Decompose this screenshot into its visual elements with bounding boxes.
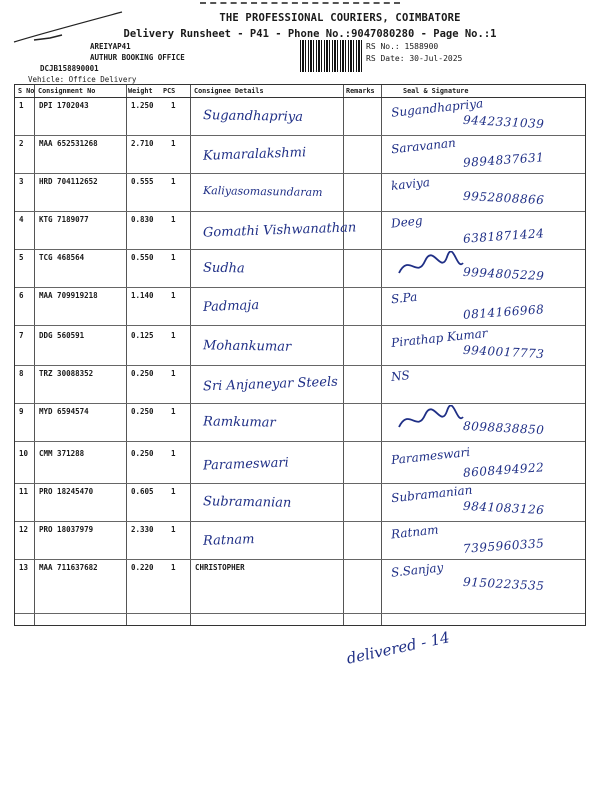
row-consignee-handwritten: Ratnam [202,532,255,549]
row-consignment-no: TCG 468564 [39,253,85,262]
table-row [15,97,585,136]
delivery-table [14,84,586,626]
info-line-4: Vehicle: Office Delivery [28,75,137,84]
info-block [20,41,185,85]
row-sno: 6 [19,291,24,300]
table-row [15,445,585,484]
row-signature-phone: 0814166968 [462,302,545,322]
row-sno: 1 [19,101,24,110]
row-signature-name: kaviya [390,175,431,193]
row-consignment-no: PRO 18245470 [39,487,94,496]
row-pcs: 1 [171,369,176,378]
row-pcs: 1 [171,487,176,496]
info-line-3: DCJB158890001 [40,64,99,73]
row-weight: 0.250 [131,407,154,416]
row-consignment-no: KTG 7189077 [39,215,89,224]
header-sno: S No [18,87,35,95]
row-consignee-handwritten: Mohankumar [202,338,292,355]
table-row [15,483,585,522]
row-weight: 0.830 [131,215,154,224]
row-consignment-no: MYD 6594574 [39,407,89,416]
row-weight: 0.550 [131,253,154,262]
row-weight: 0.125 [131,331,154,340]
row-signature-name: S.Sanjay [390,560,444,580]
row-signature-name: NS [390,368,411,384]
row-consignee-handwritten: Kaliyasomasundaram [202,183,323,200]
runsheet-subtitle: Delivery Runsheet - P41 - Phone No.:9047080280 - Page No.:1 [123,28,497,40]
header-signature: Seal & Signature [403,87,469,95]
row-consignee-handwritten: Padmaja [202,298,260,315]
row-signature-phone: 9841083126 [462,498,545,518]
row-pcs: 1 [171,215,176,224]
row-signature-phone: 9940017773 [462,342,545,362]
row-sno: 5 [19,253,24,262]
row-signature-phone: 9894837631 [462,150,545,170]
row-sno: 3 [19,177,24,186]
row-weight: 0.555 [131,177,154,186]
row-weight: 2.710 [131,139,154,148]
row-consignment-no: PRO 18037979 [39,525,94,534]
table-row [15,365,585,404]
row-sno: 12 [19,525,29,534]
header-consignee: Consignee Details [194,87,264,95]
row-sno: 13 [19,563,29,572]
row-consignment-no: CMM 371288 [39,449,85,458]
top-dash-line [200,2,400,4]
row-signature-phone: 8098838850 [462,418,545,438]
info-line-1: AREIYAP41 [90,42,131,51]
table-row [15,135,585,174]
row-signature-phone: 9442331039 [462,112,545,132]
row-consignment-no: HRD 704112652 [39,177,98,186]
rs-info [366,41,462,65]
row-consignee-handwritten: Parameswari [202,455,290,474]
row-signature-name: Sugandhapriya [390,96,484,120]
row-signature-name: Subramanian [390,482,474,506]
delivered-count-note: delivered - 14 [345,628,452,668]
row-consignee-handwritten: Sri Anjaneyar Steels [202,374,339,395]
row-sno: 4 [19,215,24,224]
table-row [15,173,585,212]
signature-scribble [395,251,465,281]
row-weight: 1.250 [131,101,154,110]
row-signature-phone: 9150223535 [462,574,545,594]
row-weight: 0.250 [131,369,154,378]
row-sno: 9 [19,407,24,416]
row-consignment-no: DDG 560591 [39,331,85,340]
row-consignee-handwritten: Subramanian [202,494,292,511]
row-consignee-handwritten: Sugandhapriya [202,108,304,125]
row-sno: 2 [19,139,24,148]
row-consignee-handwritten: Kumaralakshmi [202,145,307,164]
row-weight: 1.140 [131,291,154,300]
row-signature-name: Deeg [390,213,424,231]
signature-scribble [395,405,465,435]
table-row [15,327,585,366]
table-row [15,249,585,288]
row-pcs: 1 [171,407,176,416]
header-pcs: PCS [163,87,176,95]
row-signature-name: Parameswari [390,444,471,468]
table-row [15,521,585,560]
rs-number: RS No.: 1588900 [366,42,439,51]
row-sno: 7 [19,331,24,340]
row-consignee-handwritten: Ramkumar [202,414,276,431]
row-consignee-handwritten: Gomathi Vishwanathan [202,220,357,241]
info-line-2: AUTHUR BOOKING OFFICE [90,53,185,62]
row-signature-name: Saravanan [390,135,457,157]
header-remarks: Remarks [346,87,375,95]
row-pcs: 1 [171,177,176,186]
row-signature-name: Pirathap Kumar [390,325,489,351]
row-pcs: 1 [171,139,176,148]
row-weight: 0.250 [131,449,154,458]
header-consignment: Consignment No [38,87,96,95]
row-sno: 11 [19,487,29,496]
rs-date: RS Date: 30-Jul-2025 [366,54,463,63]
table-row [15,403,585,442]
row-signature-phone: 6381871424 [462,226,545,246]
row-pcs: 1 [171,291,176,300]
row-sno: 10 [19,449,29,458]
barcode-image [300,40,362,72]
table-row [15,287,585,326]
row-signature-phone: 9994805229 [462,264,545,284]
row-signature-phone: 9952808866 [462,188,545,208]
row-signature-phone: 7395960335 [462,536,545,556]
row-consignment-no: DPI 1702043 [39,101,89,110]
row-weight: 0.220 [131,563,154,572]
row-consignment-no: MAA 652531268 [39,139,98,148]
row-consignment-no: MAA 711637682 [39,563,98,572]
row-weight: 2.330 [131,525,154,534]
row-pcs: 1 [171,563,176,572]
row-consignee-handwritten: Sudha [202,260,245,277]
row-consignment-no: TRZ 30088352 [39,369,94,378]
row-pcs: 1 [171,525,176,534]
table-row [15,559,585,614]
row-pcs: 1 [171,101,176,110]
row-pcs: 1 [171,253,176,262]
row-signature-name: Ratnam [390,522,440,542]
row-pcs: 1 [171,449,176,458]
row-consignment-no: MAA 709919218 [39,291,98,300]
table-row [15,211,585,250]
row-sno: 8 [19,369,24,378]
row-consignee: CHRISTOPHER [195,563,245,572]
company-title: THE PROFESSIONAL COURIERS, COIMBATORE [219,12,461,24]
row-signature-name: S.Pa [390,289,418,307]
row-pcs: 1 [171,331,176,340]
row-signature-phone: 8608494922 [462,460,545,480]
row-weight: 0.605 [131,487,154,496]
header-weight: Weight [128,87,153,95]
